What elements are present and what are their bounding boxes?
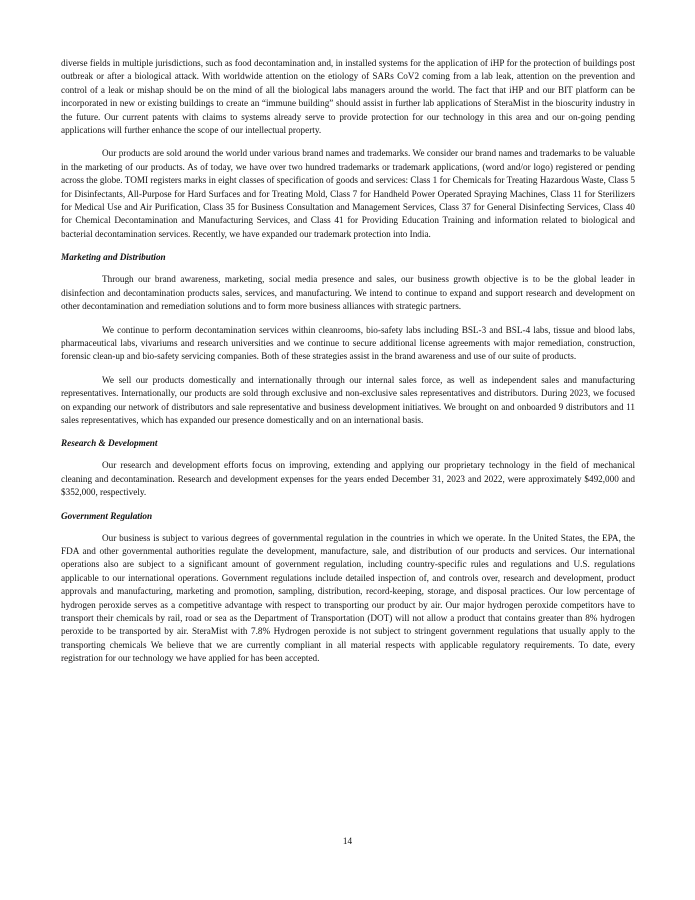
- paragraph-research-expenses: Our research and development efforts focus on improving, extending and applying our proprietary technology in the field of mechanical cleaning and decontamination. Research and development expenses for the years ended December 31, 2023 and 2022, were approximately $492,000 and $352,000, respectively.: [61, 460, 635, 498]
- page-number: 14: [342, 836, 353, 846]
- document-body: [61, 57, 635, 676]
- paragraph-brand-awareness: Through our brand awareness, marketing, social media presence and sales, our business growth objective is to be the global leader in disinfection and decontamination products sales, services, and manufacturing. We intend to continue to expand and support research and development on other decontamination and remediation solutions and to form more business alliances with strategic partners.: [61, 274, 635, 312]
- heading-government-regulation: Government Regulation: [61, 510, 153, 521]
- heading-marketing-distribution: Marketing and Distribution: [61, 252, 166, 263]
- paragraph-trademarks: Our products are sold around the world under various brand names and trademarks. We consider our brand names and trademarks to be valuable in the marketing of our products. As of today, we have over two hundred trademarks or trademark applications, (word and/or logo) registered or pending across the globe. TOMI registers marks in eight classes of specification of goods and services: Class 1 for Chemicals for Treating Hazardous Waste, Class 5 for Disinfectants, All-Purpose for Hard Surfaces and for Treating Mold, Class 7 for Handheld Power Operated Spraying Machines, Class 11 for Sterilizers for Medical Use and Air Purification, Class 35 for Business Consultation and Management Services, Class 37 for General Disinfecting Services, Class 40 for Chemical Decontamination and Manufacturing Services, and Class 41 for Providing Education Training and information related to biological and bacterial decontamination services. Recently, we have expanded our trademark protection into India.: [61, 148, 635, 239]
- paragraph-sales-distribution: We sell our products domestically and internationally through our internal sales force, as well as independent sales and manufacturing representatives. Internationally, our products are sold through exclusive and non-exclusive sales representatives and distributors. During 2023, we focused on expanding our network of distributors and sale representative and business development initiatives. We brought on and onboarded 9 distributors and 11 sales representatives, which has expanded our presence domestically and on an international basis.: [61, 374, 635, 425]
- paragraph-intellectual-property: diverse fields in multiple jurisdictions, such as food decontamination and, in installed systems for the application of iHP for the protection of buildings post outbreak or after a biological attack. With worldwide attention on the etiology of SARs CoV2 coming from a lab leak, attention on the prevention and control of a leak or mishap should be on the mind of all the biological labs managers around the world. The fact that iHP and our BIT platform can be incorporated in new or existing buildings to create an “immune building” should assist in further lab applications of SteraMist in the bioscurity industry in the future. Our current patents with claims to systems already serve to provide protection for our technology in this area and our on-going pending applications will further enhance the scope of our intellectual property.: [61, 58, 635, 136]
- paragraph-government-regulation: Our business is subject to various degrees of governmental regulation in the countries in which we operate. In the United States, the EPA, the FDA and other governmental authorities regulate the development, manufacture, sale, and distribution of our products and services. Our international operations also are subject to a significant amount of government regulation, including country-specific rules and regulations and U.S. regulations applicable to our international operations. Government regulations include detailed inspection of, and controls over, research and development, product approvals and manufacturing, marketing and promotion, sampling, distribution, record-keeping, storage, and disposal practices. Our low percentage of hydrogen peroxide serves as a competitive advantage with respect to transporting our product by air. Our major hydrogen peroxide competitors have to transport their chemicals by rail, road or sea as the Department of Transportation (DOT) will not allow a product that contains greater than 8% hydrogen peroxide to be transported by air. SteraMist with 7.8% Hydrogen peroxide is not subject to stringent government regulations that usually apply to the transporting chemicals We believe that we are currently compliant in all material respects with applicable regulatory requirements. To date, every registration for our technology we have applied for has been accepted.: [61, 532, 635, 664]
- heading-research-development: Research & Development: [61, 438, 158, 449]
- paragraph-decontamination-services: We continue to perform decontamination services within cleanrooms, bio-safety labs including BSL-3 and BSL-4 labs, tissue and blood labs, pharmaceutical labs, vivariums and research universities and we continue to secure additional license agreements with major remediation, construction, forensic clean-up and bio-safety servicing companies. Both of these strategies assist in the brand awareness and use of our suite of products.: [61, 324, 635, 362]
